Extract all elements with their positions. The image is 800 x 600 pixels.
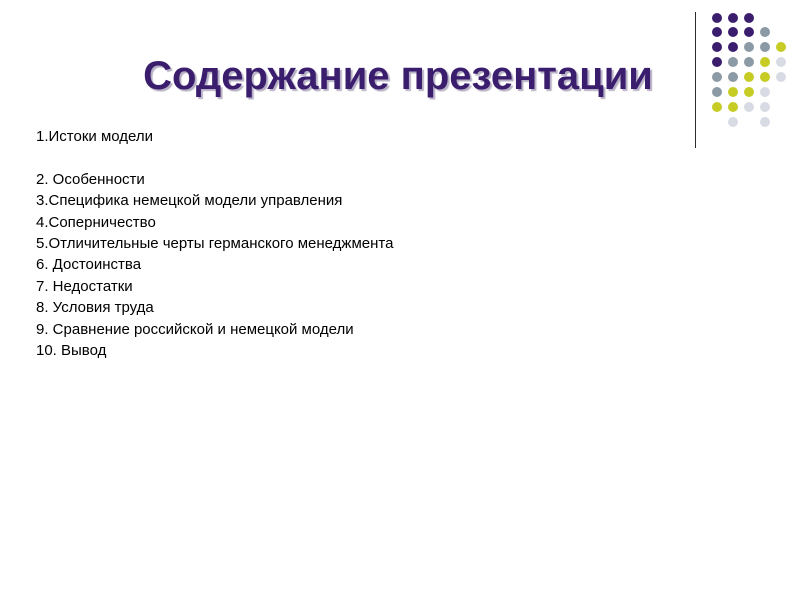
decorative-dot bbox=[744, 102, 754, 112]
decorative-dot bbox=[744, 13, 754, 23]
decorative-dot bbox=[760, 102, 770, 112]
list-item: 6. Достоинства bbox=[36, 256, 142, 274]
list-item: 4.Соперничество bbox=[36, 213, 156, 231]
decorative-dot bbox=[760, 72, 770, 82]
decorative-dot bbox=[712, 102, 722, 112]
decorative-dot bbox=[728, 87, 738, 97]
decorative-dot bbox=[712, 42, 722, 52]
decorative-dot bbox=[744, 87, 754, 97]
decorative-dot bbox=[776, 57, 786, 67]
contents-list bbox=[36, 126, 676, 361]
decorative-dot bbox=[744, 57, 754, 67]
decorative-dot bbox=[712, 87, 722, 97]
decorative-dot bbox=[744, 72, 754, 82]
decorative-dot bbox=[760, 87, 770, 97]
list-item: 8. Условия труда bbox=[36, 299, 154, 317]
decorative-dot bbox=[744, 42, 754, 52]
decorative-dot bbox=[728, 72, 738, 82]
decorative-dot bbox=[728, 27, 738, 37]
decorative-dot bbox=[728, 13, 738, 23]
list-item: 9. Сравнение российской и немецкой модели bbox=[36, 320, 354, 338]
decorative-dot-grid bbox=[705, 8, 795, 138]
list-item: 1.Истоки модели bbox=[36, 128, 153, 145]
decorative-dot bbox=[728, 102, 738, 112]
decorative-dot bbox=[760, 57, 770, 67]
decorative-dot bbox=[712, 57, 722, 67]
decorative-dot bbox=[728, 57, 738, 67]
vertical-divider bbox=[695, 12, 696, 148]
decorative-dot bbox=[728, 42, 738, 52]
decorative-dot bbox=[760, 117, 770, 127]
decorative-dot bbox=[712, 72, 722, 82]
list-item: 5.Отличительные черты германского менеджмента bbox=[36, 234, 394, 252]
decorative-dot bbox=[776, 72, 786, 82]
list-item: 2. Особенности bbox=[36, 170, 145, 188]
list-item: 3.Специфика немецкой модели управления bbox=[36, 192, 343, 210]
list-item: 10. Вывод bbox=[36, 341, 107, 359]
decorative-dot bbox=[760, 42, 770, 52]
decorative-dot bbox=[776, 42, 786, 52]
decorative-dot bbox=[744, 27, 754, 37]
decorative-dot bbox=[760, 27, 770, 37]
decorative-dot bbox=[712, 27, 722, 37]
list-item: 7. Недостатки bbox=[36, 277, 133, 295]
decorative-dot bbox=[712, 13, 722, 23]
slide-title: Содержание презентации bbox=[143, 54, 653, 98]
decorative-dot bbox=[728, 117, 738, 127]
